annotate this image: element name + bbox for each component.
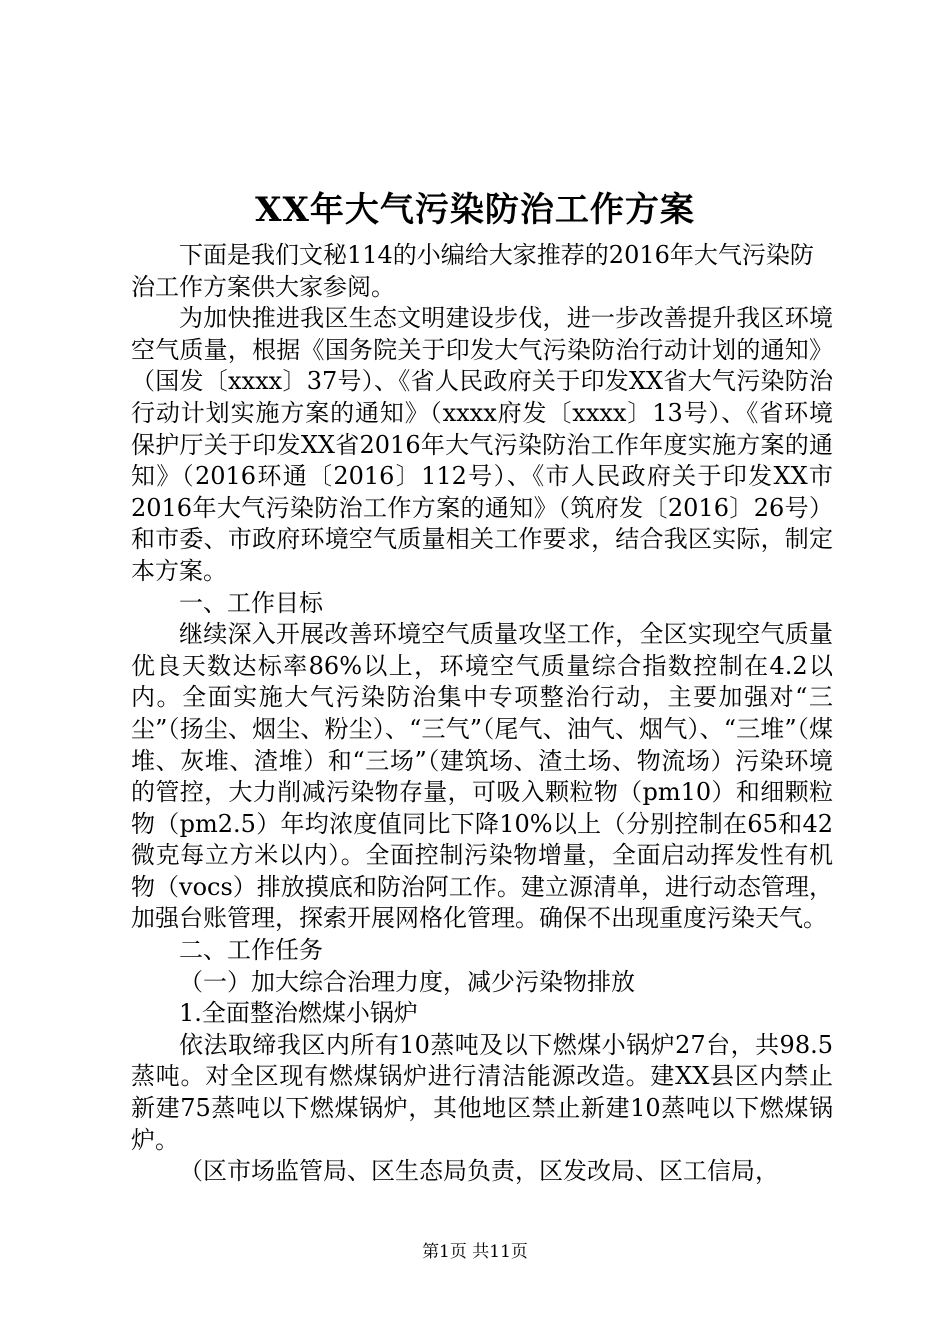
basis-paragraph: 为加快推进我区生态文明建设步伐，进一步改善提升我区环境空气质量，根据《国务院关于印发大气污染防治行动计划的通知》（国发〔xxxx〕37号）、《省人民政府关于印发XX省大气污染防治行动计划实施方案的通知》（xxxx府发〔xxxx〕13号）、《省环境保护厅关于印发XX省2016年大气污染防治工作年度实施方案的通知》（2016环通〔2016〕112号）、《市人民政府关于印发XX市2016年大气污染防治工作方案的通知》（筑府发〔2016〕26号）和市委、市政府环境空气质量相关工作要求，结合我区实际，制定本方案。 <box>131 304 833 585</box>
page-number: 第1页 共11页 <box>422 1242 528 1262</box>
document-body <box>131 240 833 1188</box>
goals-paragraph: 继续深入开展改善环境空气质量攻坚工作，全区实现空气质量优良天数达标率86%以上，环境空气质量综合指数控制在4.2以内。全面实施大气污染防治集中专项整治行动，主要加强对“三尘”（扬尘、烟尘、粉尘）、“三气”（尾气、油气、烟气）、“三堆”（煤堆、灰堆、渣堆）和“三场”（建筑场、渣土场、物流场）污染环境的管控，大力削减污染物存量，可吸入颗粒物（pm10）和细颗粒物（pm2.5）年均浓度值同比下降10%以上（分别控制在65和42微克每立方米以内）。全面控制污染物增量，全面启动挥发性有机物（vocs）排放摸底和防治阿工作。建立源清单，进行动态管理，加强台账管理，探索开展网格化管理。确保不出现重度污染天气。 <box>131 620 833 933</box>
item-heading-1: 1.全面整治燃煤小锅炉 <box>179 999 418 1028</box>
section-heading-tasks: 二、工作任务 <box>179 936 323 965</box>
responsibility-paragraph: （区市场监管局、区生态局负责，区发改局、区工信局， <box>179 1157 779 1186</box>
section-heading-goals: 一、工作目标 <box>179 588 323 617</box>
document-title: XX年大气污染防治工作方案 <box>255 190 695 230</box>
boiler-paragraph: 依法取缔我区内所有10蒸吨及以下燃煤小锅炉27台，共98.5蒸吨。对全区现有燃煤锅炉进行清洁能源改造。建XX县区内禁止新建75蒸吨以下燃煤锅炉，其他地区禁止新建10蒸吨以下燃煤锅炉。 <box>131 1030 833 1154</box>
subsection-heading-1: （一）加大综合治理力度，减少污染物排放 <box>179 967 635 996</box>
intro-paragraph: 下面是我们文秘114的小编给大家推荐的2016年大气污染防治工作方案供大家参阅。 <box>131 241 814 301</box>
